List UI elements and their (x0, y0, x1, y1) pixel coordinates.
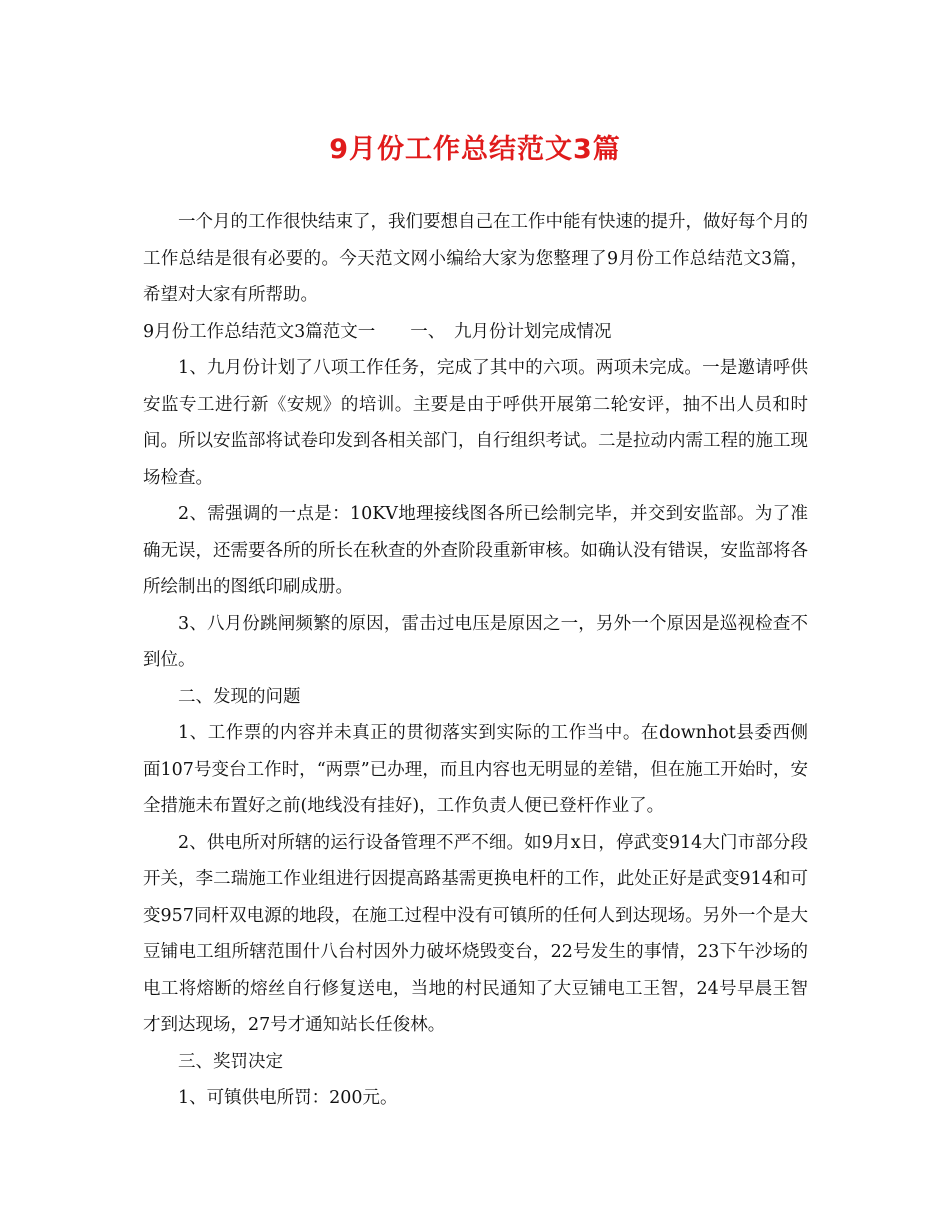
paragraph-plan-item-3: 3、八月份跳闸频繁的原因，雷击过电压是原因之一，另外一个原因是巡视检查不到位。 (143, 613, 808, 670)
paragraph-plan-item-2: 2、需强调的一点是：10KV地理接线图各所已绘制完毕，并交到安监部。为了准确无误，还需要各所的所长在秋查的外查阶段重新审核。如确认没有错误，安监部将各所绘制出的图纸印刷成册。 (143, 504, 808, 597)
section-heading-article-one: 9月份工作总结范文3篇范文一 一、 九月份计划完成情况 (143, 321, 612, 342)
document-title: 9月份工作总结范文3篇 (329, 134, 621, 165)
paragraph-plan-item-1: 1、九月份计划了八项工作任务，完成了其中的六项。两项未完成。一是邀请呼供安监专工进行新《安规》的培训。主要是由于呼供开展第二轮安评，抽不出人员和时间。所以安监部将试卷印发到各相关部门，自行组织考试。二是拉动内需工程的施工现场检查。 (143, 358, 808, 488)
section-heading-problems: 二、发现的问题 (178, 686, 301, 707)
section-heading-rewards-penalties: 三、奖罚决定 (178, 1051, 283, 1072)
document-body (143, 204, 808, 1117)
paragraph-problem-1: 1、工作票的内容并未真正的贯彻落实到实际的工作当中。在downhot县委西侧面107号变台工作时，“两票”已办理，而且内容也无明显的差错，但在施工开始时，安全措施未布置好之前(地线没有挂好)，工作负责人便已登杆作业了。 (143, 723, 808, 816)
intro-paragraph: 一个月的工作很快结束了，我们要想自己在工作中能有快速的提升，做好每个月的工作总结是很有必要的。今天范文网小编给大家为您整理了9月份工作总结范文3篇，希望对大家有所帮助。 (143, 212, 808, 305)
paragraph-problem-2: 2、供电所对所辖的运行设备管理不严不细。如9月x日，停武变914大门市部分段开关，李二瑞施工作业组进行因提高路基需更换电杆的工作，此处正好是武变914和可变957同杆双电源的地段，在施工过程中没有可镇所的任何人到达现场。另外一个是大豆铺电工组所辖范围什八台村因外力破坏烧毁变台，22号发生的事情，23下午沙场的电工将熔断的熔丝自行修复送电，当地的村民通知了大豆铺电工王智，24号早晨王智才到达现场，27号才通知站长任俊林。 (143, 832, 808, 1035)
paragraph-penalty-1: 1、可镇供电所罚：200元。 (178, 1088, 398, 1108)
